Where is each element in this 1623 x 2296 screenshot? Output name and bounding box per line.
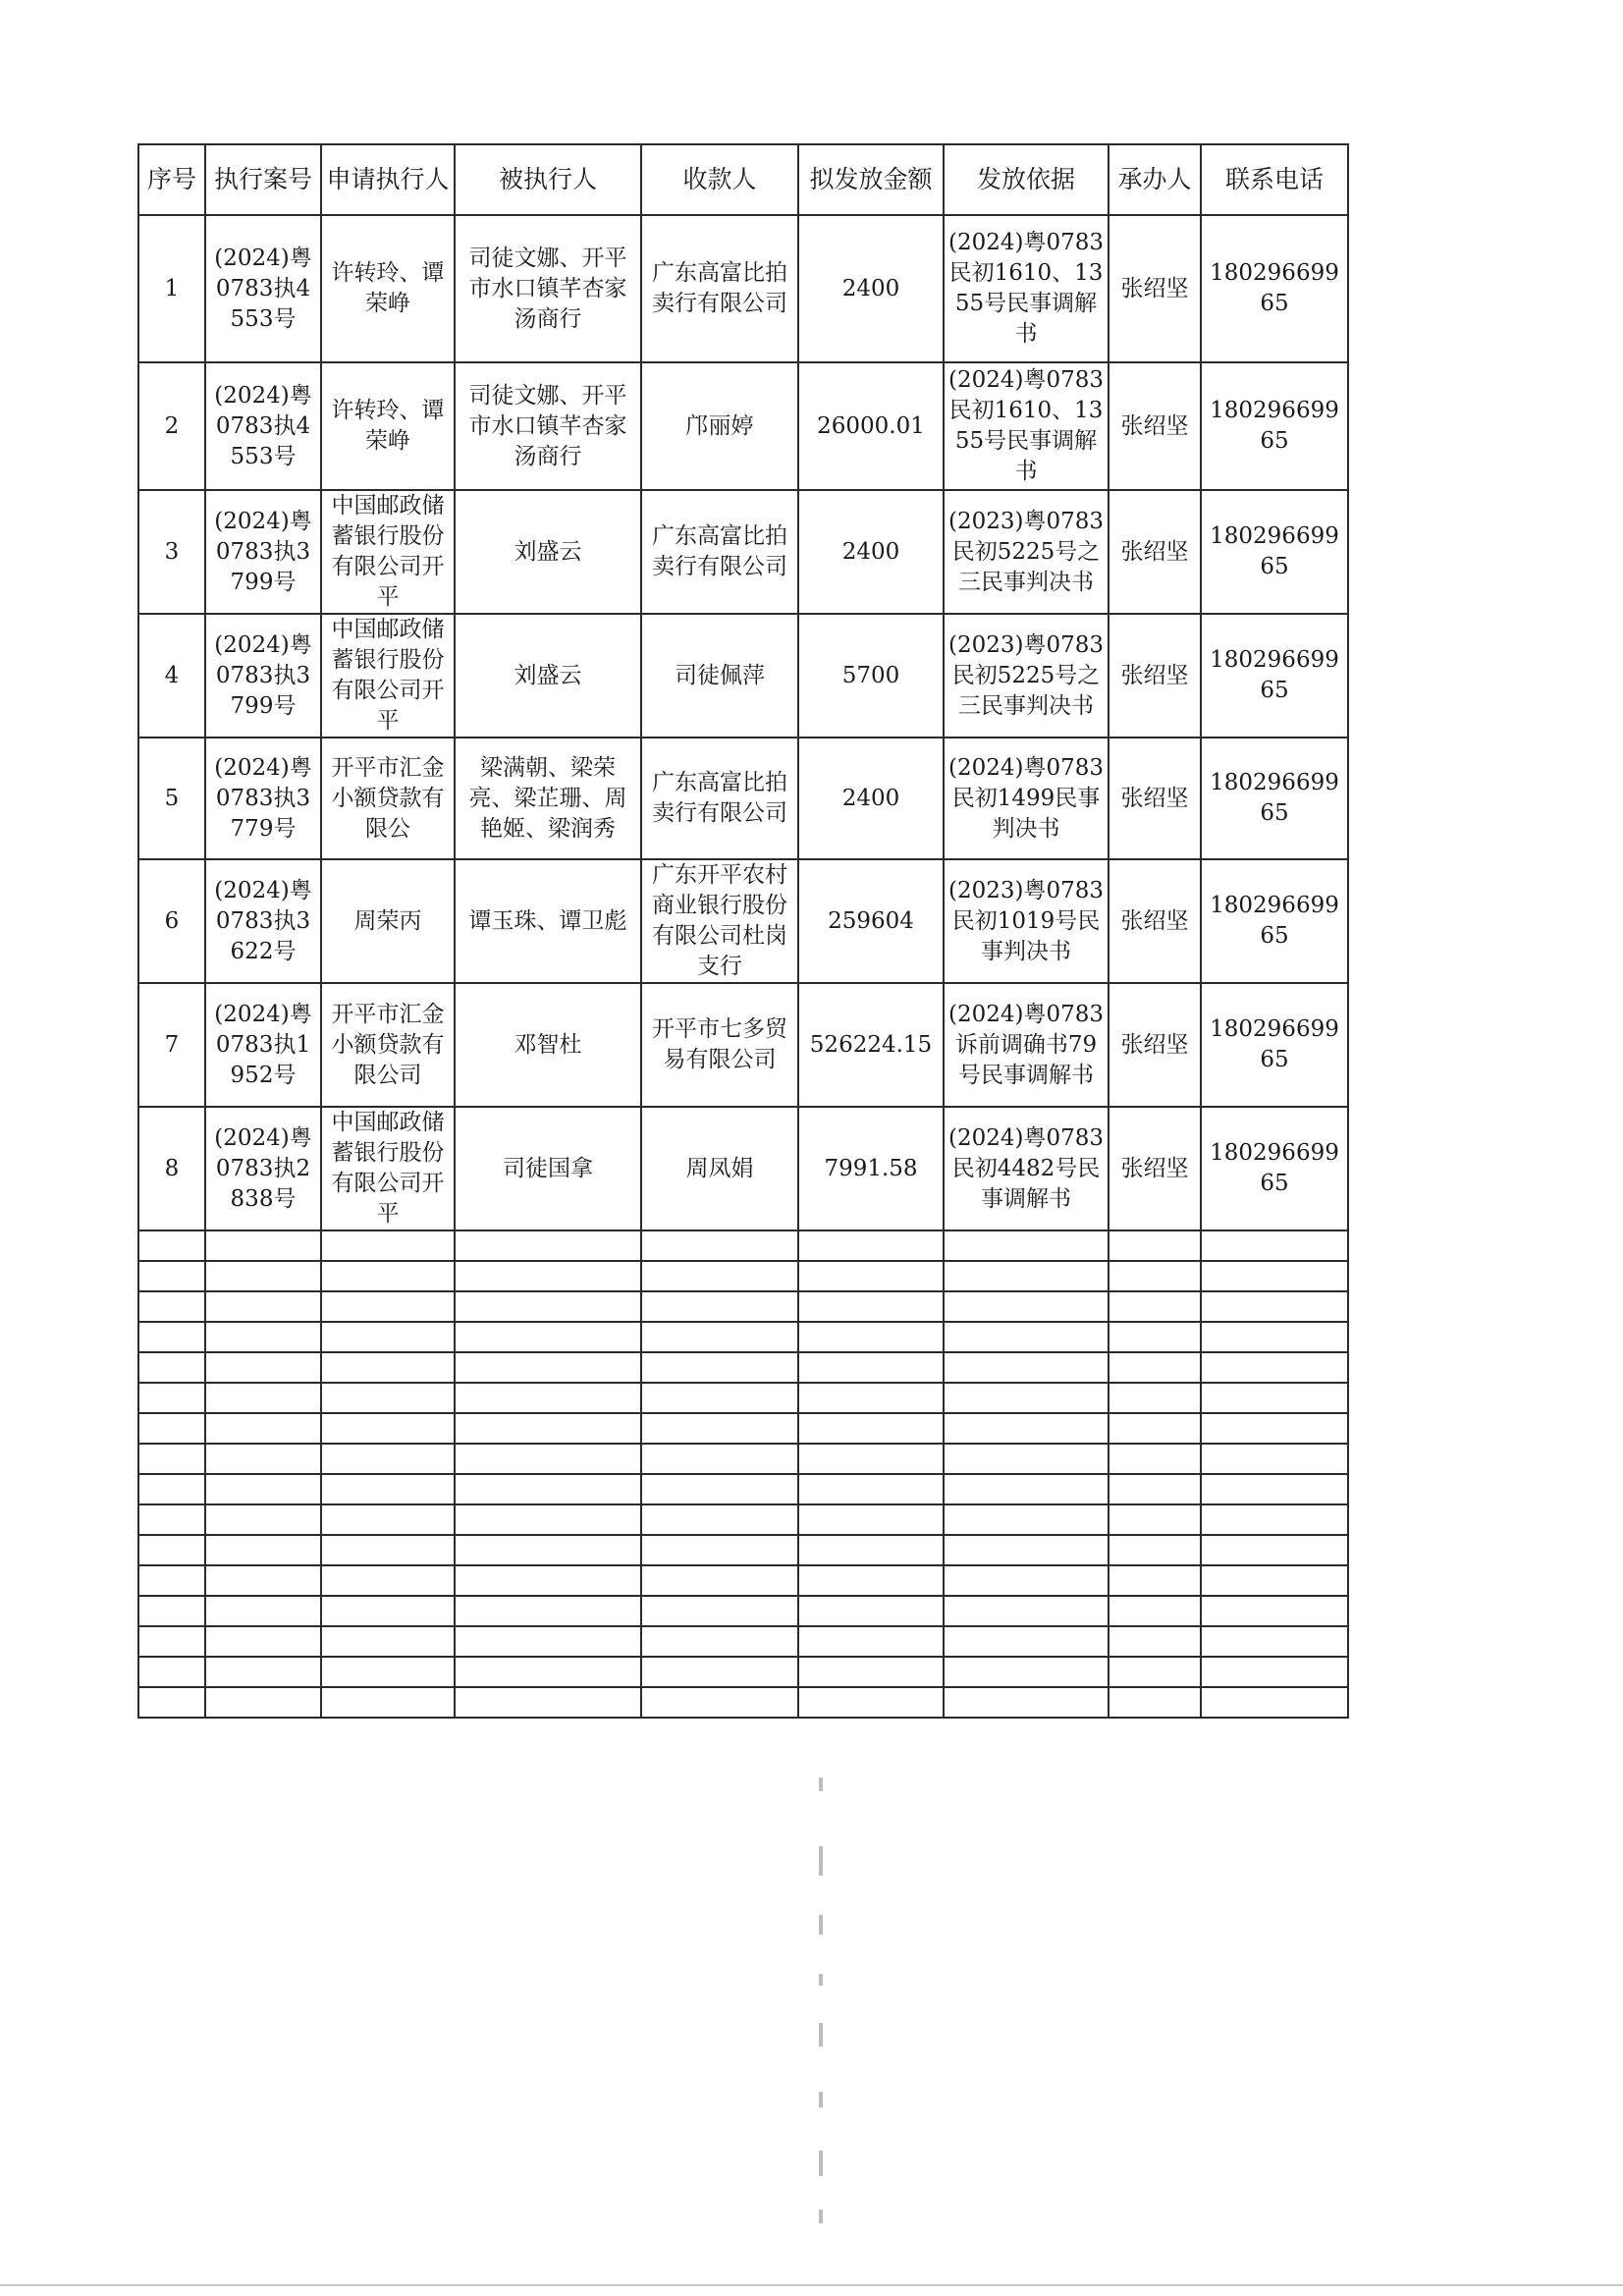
empty-cell: [1201, 1383, 1348, 1413]
cell-phone: 18029669965: [1201, 859, 1348, 983]
cell-payee: 广东高富比拍卖行有限公司: [641, 738, 798, 859]
cell-respondent: 司徒文娜、开平市水口镇芊杏家汤商行: [455, 362, 641, 490]
empty-cell: [1201, 1626, 1348, 1657]
empty-cell: [641, 1504, 798, 1535]
header-payee: 收款人: [641, 144, 798, 215]
empty-cell: [798, 1383, 944, 1413]
payment-distribution-table: [137, 143, 1349, 1719]
empty-cell: [138, 1383, 205, 1413]
table-row: [138, 215, 1348, 362]
cell-handler: 张绍坚: [1109, 614, 1201, 738]
empty-cell: [455, 1474, 641, 1504]
empty-cell: [798, 1352, 944, 1383]
cell-basis: (2024)粤0783诉前调确书79号民事调解书: [944, 983, 1109, 1107]
empty-cell: [1201, 1291, 1348, 1322]
empty-cell: [205, 1230, 321, 1261]
empty-cell: [321, 1291, 455, 1322]
empty-table-row: [138, 1413, 1348, 1444]
empty-cell: [138, 1291, 205, 1322]
empty-cell: [641, 1596, 798, 1626]
empty-table-row: [138, 1322, 1348, 1352]
cell-amount: 7991.58: [798, 1107, 944, 1230]
empty-cell: [1109, 1565, 1201, 1596]
empty-cell: [138, 1535, 205, 1565]
empty-cell: [641, 1657, 798, 1687]
table-row: [138, 738, 1348, 859]
empty-cell: [321, 1626, 455, 1657]
cell-basis: (2023)粤0783民初5225号之三民事判决书: [944, 614, 1109, 738]
empty-cell: [944, 1352, 1109, 1383]
empty-cell: [1201, 1535, 1348, 1565]
empty-table-row: [138, 1687, 1348, 1718]
cell-respondent: 谭玉珠、谭卫彪: [455, 859, 641, 983]
empty-table-row: [138, 1352, 1348, 1383]
cell-applicant: 许转玲、谭荣峥: [321, 215, 455, 362]
empty-table-row: [138, 1657, 1348, 1687]
cell-no: 8: [138, 1107, 205, 1230]
header-no: 序号: [138, 144, 205, 215]
empty-cell: [798, 1474, 944, 1504]
cell-amount: 259604: [798, 859, 944, 983]
cell-case-number: (2024)粤0783执3799号: [205, 490, 321, 614]
empty-table-row: [138, 1230, 1348, 1261]
empty-cell: [1201, 1230, 1348, 1261]
empty-table-row: [138, 1261, 1348, 1291]
empty-cell: [1201, 1565, 1348, 1596]
cell-phone: 18029669965: [1201, 983, 1348, 1107]
table-row: [138, 1107, 1348, 1230]
cell-payee: 广东开平农村商业银行股份有限公司杜岗支行: [641, 859, 798, 983]
cell-applicant: 中国邮政储蓄银行股份有限公司开平: [321, 490, 455, 614]
empty-cell: [944, 1383, 1109, 1413]
empty-cell: [798, 1687, 944, 1718]
header-row: [138, 144, 1348, 215]
cell-handler: 张绍坚: [1109, 490, 1201, 614]
empty-cell: [138, 1230, 205, 1261]
cell-amount: 5700: [798, 614, 944, 738]
cell-payee: 广东高富比拍卖行有限公司: [641, 490, 798, 614]
empty-cell: [1109, 1626, 1201, 1657]
cell-respondent: 邓智杜: [455, 983, 641, 1107]
empty-cell: [138, 1626, 205, 1657]
empty-cell: [798, 1291, 944, 1322]
empty-cell: [1109, 1596, 1201, 1626]
cell-handler: 张绍坚: [1109, 362, 1201, 490]
empty-cell: [321, 1596, 455, 1626]
empty-cell: [455, 1291, 641, 1322]
empty-cell: [1109, 1291, 1201, 1322]
empty-cell: [944, 1413, 1109, 1444]
cell-phone: 18029669965: [1201, 362, 1348, 490]
empty-cell: [205, 1474, 321, 1504]
empty-cell: [1201, 1413, 1348, 1444]
empty-cell: [455, 1261, 641, 1291]
cell-amount: 2400: [798, 490, 944, 614]
empty-cell: [1109, 1261, 1201, 1291]
empty-cell: [321, 1261, 455, 1291]
table-row: [138, 859, 1348, 983]
cell-case-number: (2024)粤0783执4553号: [205, 362, 321, 490]
cell-payee: 周凤娟: [641, 1107, 798, 1230]
empty-cell: [1201, 1322, 1348, 1352]
empty-cell: [944, 1565, 1109, 1596]
empty-cell: [798, 1230, 944, 1261]
empty-cell: [321, 1474, 455, 1504]
empty-cell: [641, 1383, 798, 1413]
empty-cell: [205, 1657, 321, 1687]
empty-cell: [138, 1261, 205, 1291]
empty-cell: [138, 1474, 205, 1504]
empty-cell: [138, 1687, 205, 1718]
empty-cell: [321, 1383, 455, 1413]
empty-cell: [798, 1261, 944, 1291]
empty-cell: [205, 1261, 321, 1291]
scan-artifact-mark: [819, 2023, 823, 2047]
cell-respondent: 刘盛云: [455, 490, 641, 614]
empty-cell: [321, 1352, 455, 1383]
empty-cell: [1109, 1687, 1201, 1718]
empty-cell: [138, 1352, 205, 1383]
cell-basis: (2024)粤0783民初1610、1355号民事调解书: [944, 215, 1109, 362]
cell-case-number: (2024)粤0783执2838号: [205, 1107, 321, 1230]
header-case-number: 执行案号: [205, 144, 321, 215]
empty-cell: [641, 1535, 798, 1565]
empty-cell: [205, 1322, 321, 1352]
empty-cell: [138, 1596, 205, 1626]
empty-table-row: [138, 1474, 1348, 1504]
empty-cell: [321, 1444, 455, 1474]
empty-cell: [641, 1474, 798, 1504]
empty-cell: [1109, 1322, 1201, 1352]
empty-cell: [321, 1565, 455, 1596]
empty-cell: [944, 1596, 1109, 1626]
cell-no: 6: [138, 859, 205, 983]
empty-cell: [205, 1444, 321, 1474]
header-applicant: 申请执行人: [321, 144, 455, 215]
empty-cell: [1201, 1687, 1348, 1718]
empty-cell: [205, 1352, 321, 1383]
empty-cell: [798, 1657, 944, 1687]
empty-cell: [1109, 1657, 1201, 1687]
empty-cell: [455, 1444, 641, 1474]
cell-case-number: (2024)粤0783执3799号: [205, 614, 321, 738]
scan-artifact-mark: [819, 1915, 823, 1935]
empty-cell: [321, 1535, 455, 1565]
header-phone: 联系电话: [1201, 144, 1348, 215]
cell-no: 1: [138, 215, 205, 362]
empty-cell: [1109, 1535, 1201, 1565]
header-handler: 承办人: [1109, 144, 1201, 215]
table-row: [138, 614, 1348, 738]
cell-applicant: 许转玲、谭荣峥: [321, 362, 455, 490]
empty-cell: [205, 1565, 321, 1596]
header-basis: 发放依据: [944, 144, 1109, 215]
cell-amount: 2400: [798, 215, 944, 362]
empty-cell: [641, 1230, 798, 1261]
empty-cell: [944, 1657, 1109, 1687]
empty-cell: [455, 1413, 641, 1444]
empty-table-row: [138, 1596, 1348, 1626]
empty-cell: [1201, 1657, 1348, 1687]
scan-artifact-mark: [819, 1777, 823, 1791]
table-row: [138, 983, 1348, 1107]
cell-no: 3: [138, 490, 205, 614]
cell-handler: 张绍坚: [1109, 215, 1201, 362]
cell-applicant: 周荣丙: [321, 859, 455, 983]
cell-applicant: 中国邮政储蓄银行股份有限公司开平: [321, 1107, 455, 1230]
empty-cell: [798, 1413, 944, 1444]
cell-respondent: 司徒国拿: [455, 1107, 641, 1230]
empty-cell: [641, 1687, 798, 1718]
empty-cell: [944, 1626, 1109, 1657]
empty-cell: [205, 1413, 321, 1444]
empty-cell: [321, 1657, 455, 1687]
empty-cell: [455, 1626, 641, 1657]
empty-cell: [205, 1687, 321, 1718]
cell-applicant: 开平市汇金小额贷款有限公司: [321, 983, 455, 1107]
empty-table-row: [138, 1535, 1348, 1565]
empty-cell: [1109, 1230, 1201, 1261]
empty-cell: [205, 1504, 321, 1535]
scan-artifact-mark: [819, 1974, 823, 1986]
empty-cell: [641, 1322, 798, 1352]
empty-cell: [138, 1444, 205, 1474]
empty-cell: [798, 1626, 944, 1657]
empty-cell: [138, 1322, 205, 1352]
cell-phone: 18029669965: [1201, 614, 1348, 738]
cell-basis: (2024)粤0783民初4482号民事调解书: [944, 1107, 1109, 1230]
empty-cell: [321, 1413, 455, 1444]
empty-cell: [455, 1687, 641, 1718]
cell-no: 4: [138, 614, 205, 738]
cell-respondent: 司徒文娜、开平市水口镇芊杏家汤商行: [455, 215, 641, 362]
table-row: [138, 362, 1348, 490]
cell-amount: 526224.15: [798, 983, 944, 1107]
cell-amount: 2400: [798, 738, 944, 859]
empty-cell: [1109, 1413, 1201, 1444]
empty-cell: [455, 1352, 641, 1383]
empty-cell: [1109, 1352, 1201, 1383]
empty-table-row: [138, 1504, 1348, 1535]
empty-cell: [798, 1596, 944, 1626]
empty-cell: [138, 1657, 205, 1687]
empty-cell: [205, 1596, 321, 1626]
empty-cell: [944, 1504, 1109, 1535]
cell-handler: 张绍坚: [1109, 738, 1201, 859]
empty-cell: [138, 1504, 205, 1535]
empty-cell: [321, 1230, 455, 1261]
empty-cell: [944, 1291, 1109, 1322]
cell-basis: (2023)粤0783民初1019号民事判决书: [944, 859, 1109, 983]
empty-cell: [944, 1687, 1109, 1718]
header-amount: 拟发放金额: [798, 144, 944, 215]
empty-cell: [1201, 1596, 1348, 1626]
empty-cell: [641, 1626, 798, 1657]
cell-case-number: (2024)粤0783执1952号: [205, 983, 321, 1107]
empty-cell: [944, 1474, 1109, 1504]
empty-cell: [798, 1504, 944, 1535]
empty-cell: [641, 1261, 798, 1291]
cell-payee: 邝丽婷: [641, 362, 798, 490]
empty-cell: [205, 1291, 321, 1322]
cell-case-number: (2024)粤0783执3779号: [205, 738, 321, 859]
empty-cell: [205, 1383, 321, 1413]
scan-edge-line: [0, 2284, 1623, 2286]
cell-basis: (2024)粤0783民初1499民事判决书: [944, 738, 1109, 859]
cell-handler: 张绍坚: [1109, 983, 1201, 1107]
cell-handler: 张绍坚: [1109, 1107, 1201, 1230]
cell-payee: 开平市七多贸易有限公司: [641, 983, 798, 1107]
cell-payee: 广东高富比拍卖行有限公司: [641, 215, 798, 362]
empty-cell: [944, 1535, 1109, 1565]
scan-artifact-mark: [819, 1846, 823, 1876]
empty-cell: [1109, 1504, 1201, 1535]
cell-case-number: (2024)粤0783执4553号: [205, 215, 321, 362]
cell-amount: 26000.01: [798, 362, 944, 490]
empty-cell: [944, 1261, 1109, 1291]
empty-cell: [1201, 1474, 1348, 1504]
empty-cell: [455, 1504, 641, 1535]
empty-cell: [798, 1444, 944, 1474]
empty-cell: [798, 1322, 944, 1352]
empty-cell: [205, 1535, 321, 1565]
empty-cell: [455, 1383, 641, 1413]
empty-cell: [455, 1657, 641, 1687]
empty-cell: [455, 1322, 641, 1352]
cell-respondent: 梁满朝、梁荣亮、梁芷珊、周艳姬、梁润秀: [455, 738, 641, 859]
empty-cell: [1201, 1261, 1348, 1291]
cell-applicant: 开平市汇金小额贷款有限公: [321, 738, 455, 859]
cell-handler: 张绍坚: [1109, 859, 1201, 983]
empty-table-row: [138, 1291, 1348, 1322]
empty-cell: [1201, 1352, 1348, 1383]
empty-cell: [944, 1230, 1109, 1261]
empty-cell: [641, 1413, 798, 1444]
cell-no: 2: [138, 362, 205, 490]
empty-cell: [641, 1565, 798, 1596]
empty-table-row: [138, 1383, 1348, 1413]
cell-no: 5: [138, 738, 205, 859]
scan-artifact-mark: [819, 2151, 823, 2176]
empty-table-row: [138, 1626, 1348, 1657]
scan-artifact-mark: [819, 2210, 823, 2223]
empty-cell: [455, 1230, 641, 1261]
empty-cell: [641, 1291, 798, 1322]
scan-artifact-mark: [819, 2092, 823, 2107]
empty-cell: [455, 1565, 641, 1596]
empty-cell: [1201, 1444, 1348, 1474]
empty-cell: [455, 1596, 641, 1626]
empty-cell: [205, 1626, 321, 1657]
cell-case-number: (2024)粤0783执3622号: [205, 859, 321, 983]
cell-payee: 司徒佩萍: [641, 614, 798, 738]
cell-basis: (2024)粤0783民初1610、1355号民事调解书: [944, 362, 1109, 490]
empty-cell: [321, 1322, 455, 1352]
empty-cell: [641, 1352, 798, 1383]
empty-cell: [1201, 1504, 1348, 1535]
cell-applicant: 中国邮政储蓄银行股份有限公司开平: [321, 614, 455, 738]
empty-cell: [138, 1413, 205, 1444]
empty-cell: [1109, 1444, 1201, 1474]
empty-cell: [321, 1504, 455, 1535]
cell-basis: (2023)粤0783民初5225号之三民事判决书: [944, 490, 1109, 614]
cell-respondent: 刘盛云: [455, 614, 641, 738]
empty-cell: [944, 1322, 1109, 1352]
empty-cell: [1109, 1383, 1201, 1413]
cell-no: 7: [138, 983, 205, 1107]
empty-cell: [321, 1687, 455, 1718]
cell-phone: 18029669965: [1201, 738, 1348, 859]
empty-cell: [1109, 1474, 1201, 1504]
header-respondent: 被执行人: [455, 144, 641, 215]
empty-cell: [641, 1444, 798, 1474]
empty-table-row: [138, 1565, 1348, 1596]
cell-phone: 18029669965: [1201, 215, 1348, 362]
empty-cell: [798, 1535, 944, 1565]
empty-cell: [798, 1565, 944, 1596]
cell-phone: 18029669965: [1201, 1107, 1348, 1230]
empty-rows: [138, 1230, 1348, 1718]
table-row: [138, 490, 1348, 614]
empty-cell: [944, 1444, 1109, 1474]
empty-cell: [455, 1535, 641, 1565]
empty-table-row: [138, 1444, 1348, 1474]
empty-cell: [138, 1565, 205, 1596]
cell-phone: 18029669965: [1201, 490, 1348, 614]
